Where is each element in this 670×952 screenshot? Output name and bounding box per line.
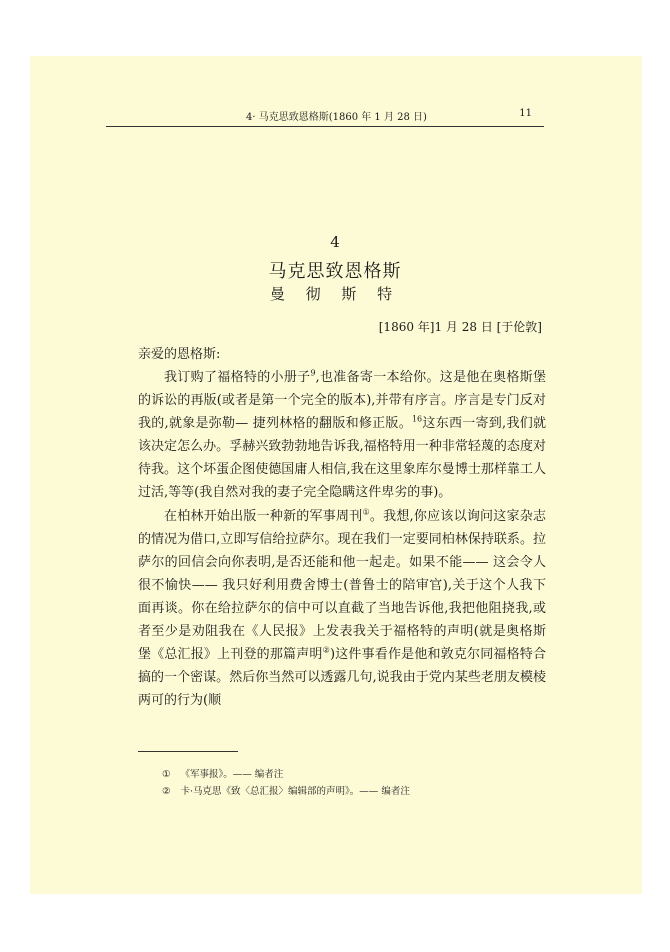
footnote-ref: ② — [322, 645, 330, 655]
page-number: 11 — [519, 108, 532, 119]
note-ref: 9 — [310, 368, 316, 378]
running-title: 4· 马克思致恩格斯(1860 年 1 月 28 日) — [246, 112, 427, 123]
paragraph-text: 在柏林开始出版一种新的军事周刊 — [164, 508, 363, 524]
footnote-mark: ① — [162, 769, 171, 780]
letter-body — [138, 366, 546, 712]
letter-title: 马克思致恩格斯 — [268, 261, 402, 282]
footnote — [162, 766, 410, 783]
letter-place: 曼 彻 斯 特 — [269, 285, 401, 303]
paragraph — [138, 366, 546, 505]
paragraph-text: 这东西一寄到,我们就该决定怎么办。孚赫兴致勃勃地告诉我,福格特用一种非常轻蔑的态度对待我。这个坏蛋企图使德国庸人相信,我在这里象库尔曼博士那样靠工人过活,等等(我自然对我的妻子完全隐瞒这件卑劣的事)。 — [138, 416, 547, 501]
paragraph-text: 。我想,你应该以询问这家杂志的情况为借口,立即写信给拉萨尔。现在我们一定要同柏林保持联系。拉萨尔的回信会向你表明,是否还能和他一起走。如果不能—— 这会令人很不愉快—— 我只好利用费舍博士(普鲁士的陪审官),关于这个人我下面再谈。你在给拉萨尔的信中可以直截了当地告诉他,我把他阻挠我,或者至少是劝阻我在《人民报》上发表我关于福格特的声明(就是奥格斯堡《总汇报》上刊登的那篇声明 — [138, 508, 546, 663]
note-ref: 16 — [411, 414, 423, 424]
paragraph-text: )这件事看作是他和敦克尔同福格特合搞的一个密谋。然后你当然可以透露几句,说我由于党内某些老朋友模棱两可的行为(顺 — [138, 647, 546, 709]
footnote — [162, 783, 410, 800]
salutation: 亲爱的恩格斯: — [138, 347, 221, 362]
footnote-ref: ① — [362, 507, 370, 517]
letter-dateline: [1860 年]1 月 28 日 [于伦敦] — [378, 320, 542, 334]
footnote-mark: ② — [162, 786, 171, 797]
letter-number: 4 — [330, 233, 340, 251]
paragraph-text: 我订购了福格特的小册子 — [164, 370, 311, 385]
paragraph — [138, 505, 546, 713]
paragraph-text: ,也准备寄一本给你。这是他在奥格斯堡的诉讼的再版(或者是第一个完全的版本),并带有序言。序言是专门反对我的,就象是弥勒— 捷列林格的翻版和修正版。 — [138, 370, 546, 432]
footnote-text: 《军事报》。—— 编者注 — [180, 769, 284, 780]
footnotes — [162, 766, 410, 800]
footnote-text: 卡·马克思《致〈总汇报〉编辑部的声明》。—— 编者注 — [180, 786, 410, 797]
footnote-divider — [138, 751, 238, 752]
running-header — [106, 108, 544, 127]
